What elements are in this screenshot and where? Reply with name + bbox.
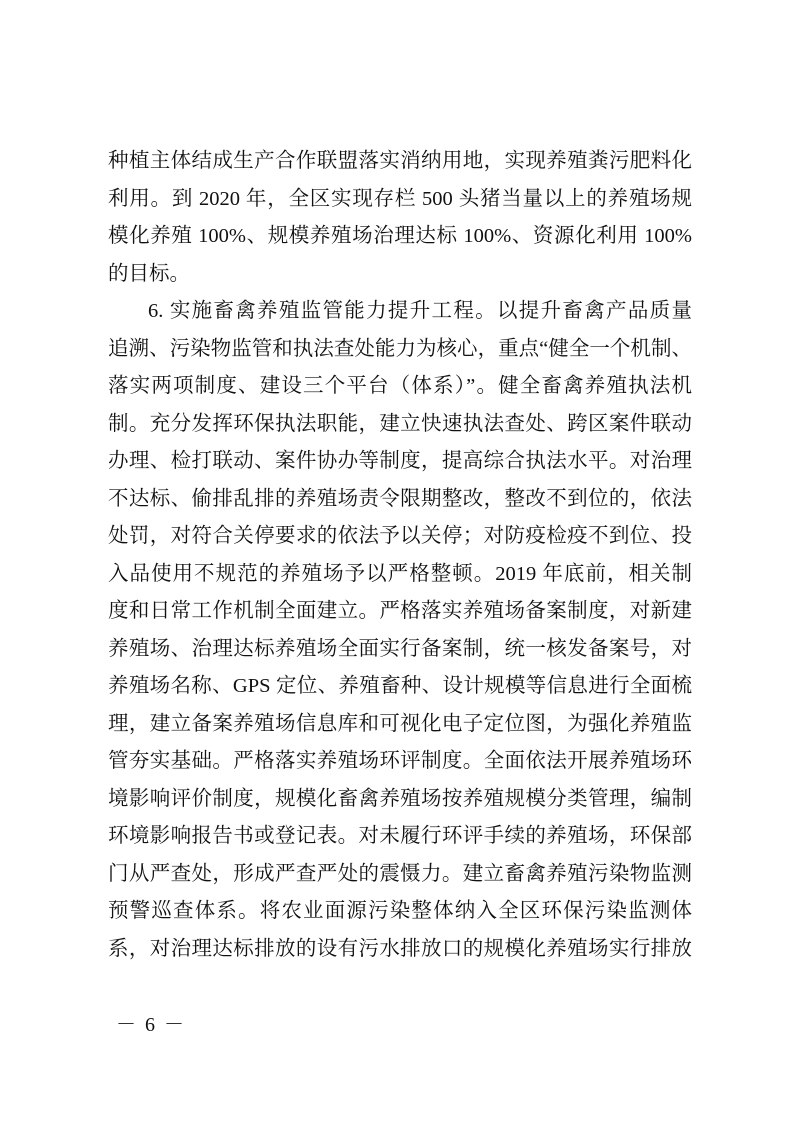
page-number: － 6 － (116, 1014, 186, 1036)
text-line: 追溯、污染物监管和执法查处能力为核心，重点“健全一个机制、 (108, 337, 692, 360)
text-line: 办理、检打联动、案件协办等制度，提高综合执法水平。对治理 (108, 450, 692, 472)
document-body (108, 143, 692, 968)
text-line: 不达标、偷排乱排的养殖场责令限期整改，整改不到位的，依法 (108, 487, 692, 510)
text-line: 度和日常工作机制全面建立。严格落实养殖场备案制度，对新建 (108, 600, 692, 622)
text-line: 制。充分发挥环保执法职能，建立快速执法查处、跨区案件联动 (108, 412, 692, 435)
text-line: 入品使用不规范的养殖场予以严格整顿。2019 年底前，相关制 (108, 562, 692, 585)
section-heading-line: 6. 实施畜禽养殖监管能力提升工程。以提升畜禽产品质量 (148, 300, 692, 322)
text-line: 境影响评价制度，规模化畜禽养殖场按养殖规模分类管理，编制 (108, 787, 692, 810)
text-line: 预警巡查体系。将农业面源污染整体纳入全区环保污染监测体 (108, 900, 692, 922)
text-line: 种植主体结成生产合作联盟落实消纳用地，实现养殖粪污肥料化 (108, 150, 692, 172)
text-line: 管夯实基础。严格落实养殖场环评制度。全面依法开展养殖场环 (108, 750, 692, 772)
text-line: 的目标。 (108, 262, 190, 285)
text-line: 利用。到 2020 年，全区实现存栏 500 头猪当量以上的养殖场规 (108, 187, 692, 210)
text-line: 落实两项制度、建设三个平台（体系）”。健全畜禽养殖执法机 (108, 375, 692, 397)
text-line: 门从严查处，形成严查严处的震慑力。建立畜禽养殖污染物监测 (108, 862, 692, 885)
text-line: 养殖场、治理达标养殖场全面实行备案制，统一核发备案号，对 (108, 637, 692, 660)
text-line: 理，建立备案养殖场信息库和可视化电子定位图，为强化养殖监 (108, 712, 692, 735)
text-line: 系，对治理达标排放的设有污水排放口的规模化养殖场实行排放 (108, 937, 692, 960)
text-line: 模化养殖 100%、规模养殖场治理达标 100%、资源化利用 100% (108, 225, 692, 247)
text-line: 养殖场名称、GPS 定位、养殖畜种、设计规模等信息进行全面梳 (108, 675, 692, 697)
text-line: 处罚，对符合关停要求的依法予以关停；对防疫检疫不到位、投 (108, 525, 692, 547)
text-line: 环境影响报告书或登记表。对未履行环评手续的养殖场，环保部 (108, 825, 692, 847)
